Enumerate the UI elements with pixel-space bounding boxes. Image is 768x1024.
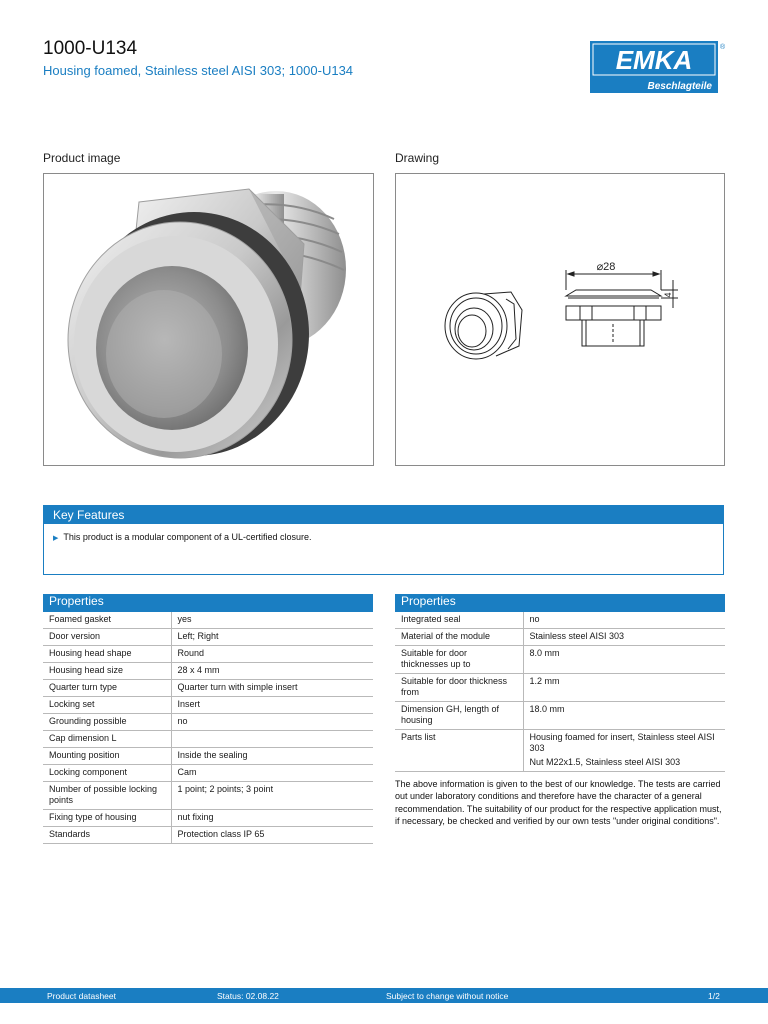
parts-list-item: Nut M22x1.5, Stainless steel AISI 303: [529, 757, 681, 767]
property-value: Quarter turn with simple insert: [171, 680, 373, 697]
table-row: [43, 680, 373, 697]
property-key: Grounding possible: [43, 714, 171, 731]
table-row: [43, 697, 373, 714]
table-row: [395, 646, 725, 674]
property-key: Locking set: [43, 697, 171, 714]
key-feature-text: This product is a modular component of a UL-certified closure.: [63, 532, 312, 542]
table-row: [43, 782, 373, 810]
footer-page-number: 1/2: [708, 991, 720, 1001]
property-value: [171, 731, 373, 748]
properties-left-title: Properties: [49, 594, 104, 608]
logo-brand-text: EMKA: [615, 45, 693, 75]
property-key: Housing head size: [43, 663, 171, 680]
property-key: Housing head shape: [43, 646, 171, 663]
table-row: [43, 731, 373, 748]
page-subtitle: Housing foamed, Stainless steel AISI 303; 1000-U134: [43, 63, 354, 78]
property-value: 1.2 mm: [523, 674, 725, 702]
key-features-panel: [43, 505, 724, 575]
property-key: Foamed gasket: [43, 612, 171, 629]
property-key: Mounting position: [43, 748, 171, 765]
property-key: Standards: [43, 827, 171, 844]
property-value: Left; Right: [171, 629, 373, 646]
property-key: Fixing type of housing: [43, 810, 171, 827]
bullet-triangle-icon: ▶: [53, 535, 59, 542]
logo-tagline: Beschlagteile: [647, 81, 712, 92]
table-row: [395, 730, 725, 772]
table-row: [43, 663, 373, 680]
drawing-label: Drawing: [395, 151, 440, 165]
property-value: Stainless steel AISI 303: [523, 629, 725, 646]
property-value: yes: [171, 612, 373, 629]
product-image-frame: [43, 173, 374, 466]
footer-bar: [0, 988, 768, 1003]
key-feature-item: [44, 524, 723, 542]
product-image-label: Product image: [43, 151, 121, 165]
property-key: Integrated seal: [395, 612, 523, 629]
property-key: Dimension GH, length of housing: [395, 702, 523, 730]
footer-status: Status: 02.08.22: [217, 991, 279, 1001]
property-key: Door version: [43, 629, 171, 646]
property-value: 18.0 mm: [523, 702, 725, 730]
footer-doc-type: Product datasheet: [47, 991, 116, 1001]
properties-right-title: Properties: [401, 594, 456, 608]
property-key: Material of the module: [395, 629, 523, 646]
disclaimer-text: The above information is given to the best of our knowledge. The tests are carried out under laboratory conditions and therefore have the character of a general recommendation. The suitability of our product for the respective application must, if necessary, be checked and verified by our own tests "under original conditions".: [395, 779, 722, 826]
table-row: [43, 629, 373, 646]
property-value: 1 point; 2 points; 3 point: [171, 782, 373, 810]
diameter-dimension: ⌀28: [596, 261, 616, 273]
table-row: [395, 674, 725, 702]
property-value: Insert: [171, 697, 373, 714]
property-value: [523, 730, 725, 772]
property-key: Suitable for door thickness from: [395, 674, 523, 702]
height-dimension: 4: [663, 292, 673, 298]
property-key: Quarter turn type: [43, 680, 171, 697]
property-value: no: [171, 714, 373, 731]
product-image: [44, 174, 373, 465]
property-key: Cap dimension L: [43, 731, 171, 748]
property-value: Round: [171, 646, 373, 663]
table-row: [43, 646, 373, 663]
property-value: 28 x 4 mm: [171, 663, 373, 680]
table-row: [395, 629, 725, 646]
property-key: Suitable for door thicknesses up to: [395, 646, 523, 674]
property-value: nut fixing: [171, 810, 373, 827]
technical-drawing: [396, 174, 724, 465]
table-row: [43, 748, 373, 765]
emka-logo: [590, 41, 724, 93]
property-value: Cam: [171, 765, 373, 782]
table-row: [395, 612, 725, 629]
page-title: 1000-U134: [43, 38, 138, 59]
parts-list-item: Housing foamed for insert, Stainless steel AISI 303: [529, 732, 715, 753]
property-value: no: [523, 612, 725, 629]
property-key: Number of possible locking points: [43, 782, 171, 810]
table-row: [395, 702, 725, 730]
property-value: Protection class IP 65: [171, 827, 373, 844]
table-row: [43, 827, 373, 844]
table-row: [43, 810, 373, 827]
footer-notice: Subject to change without notice: [386, 991, 509, 1001]
property-key: Locking component: [43, 765, 171, 782]
logo-registered-mark: ®: [720, 44, 726, 51]
property-value: Inside the sealing: [171, 748, 373, 765]
properties-table-right: [395, 594, 725, 772]
table-row: [43, 612, 373, 629]
property-value: 8.0 mm: [523, 646, 725, 674]
drawing-frame: [395, 173, 725, 466]
properties-table-left: [43, 594, 373, 844]
key-features-title: Key Features: [44, 506, 723, 524]
property-key: Parts list: [395, 730, 523, 772]
table-row: [43, 765, 373, 782]
table-row: [43, 714, 373, 731]
